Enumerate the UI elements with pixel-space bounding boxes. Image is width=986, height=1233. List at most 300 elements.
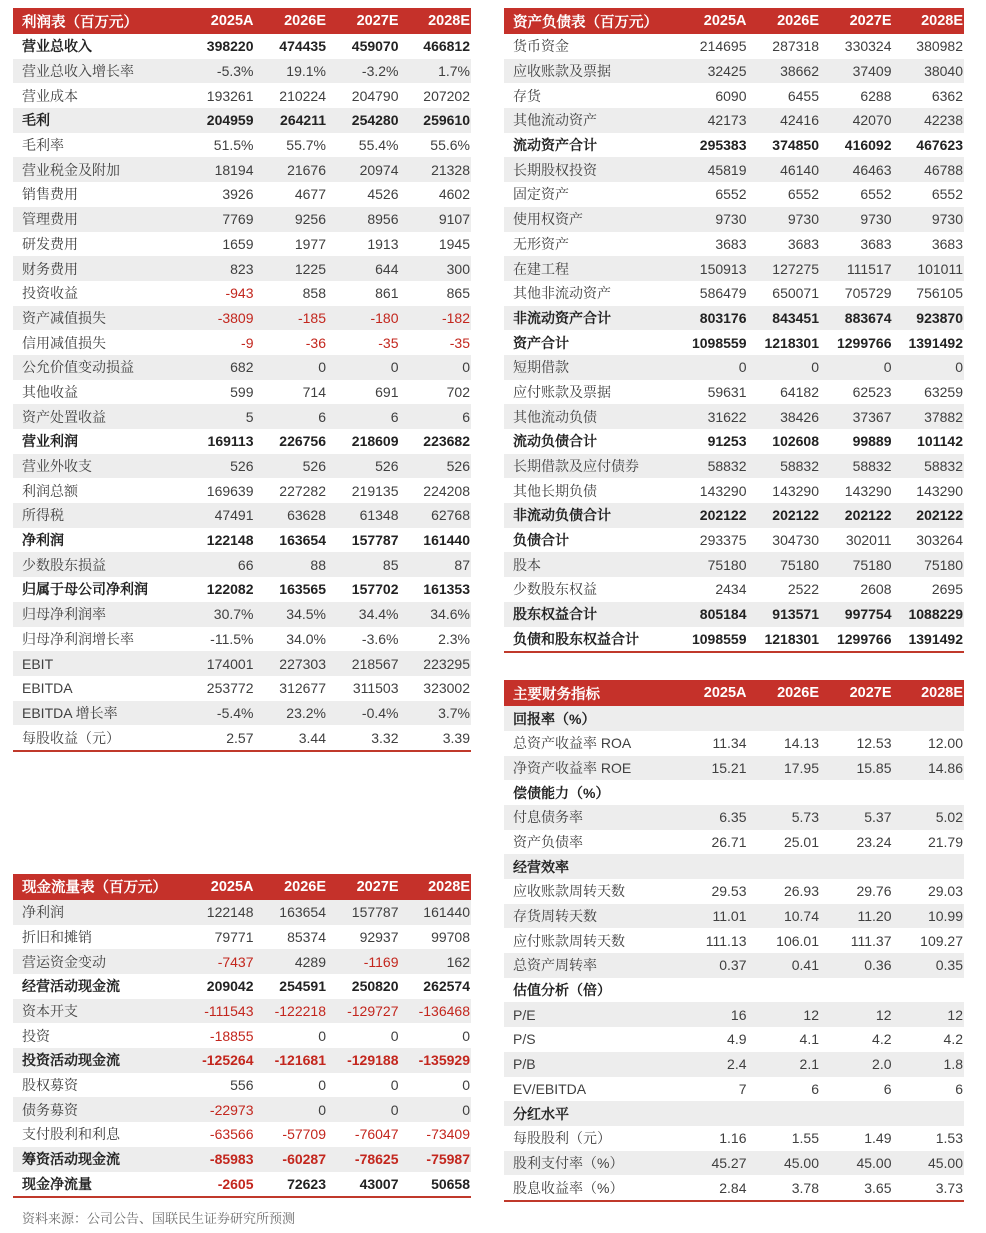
row-label: 营业总收入增长率 — [22, 63, 134, 80]
cell-value: 162 — [446, 953, 470, 970]
table-row — [504, 157, 964, 182]
table-row — [13, 59, 471, 84]
table-row — [504, 108, 964, 133]
cell-value: 9107 — [438, 211, 470, 228]
cell-value: 4289 — [294, 953, 326, 970]
cell-value: 3.73 — [935, 1179, 963, 1196]
cell-value: 31622 — [707, 408, 747, 425]
cell-value: -122218 — [274, 1003, 326, 1020]
row-label: 总资产收益率 ROA — [513, 735, 632, 752]
cell-value: 42238 — [924, 112, 963, 129]
cell-value: 122082 — [206, 581, 254, 598]
cell-value: 2695 — [931, 581, 963, 598]
cell-value: 997754 — [844, 606, 892, 623]
cell-value: 526 — [446, 458, 470, 475]
row-label: 付息债务率 — [513, 809, 583, 826]
table-row — [13, 306, 471, 331]
table-row — [13, 232, 471, 257]
table-row — [13, 404, 471, 429]
row-label: 现金净流量 — [22, 1175, 92, 1192]
cell-value: 75180 — [780, 556, 819, 573]
cell-value: 122148 — [206, 532, 254, 549]
cell-value: 45.00 — [927, 1154, 963, 1171]
table-row — [504, 1052, 964, 1077]
cell-value: 1218301 — [764, 334, 819, 351]
cell-value: 295383 — [699, 137, 747, 154]
table-row — [504, 503, 964, 528]
table-row — [504, 1175, 964, 1200]
cell-value: 157787 — [351, 532, 399, 549]
table-row — [504, 577, 964, 602]
row-label: EBITDA 增长率 — [22, 704, 118, 721]
cell-value: -36 — [305, 334, 326, 351]
cell-value: 6 — [390, 408, 399, 425]
cell-value: 6552 — [715, 186, 747, 203]
cell-value: 219135 — [351, 482, 399, 499]
cell-value: 111.13 — [705, 932, 747, 949]
cell-value: 459070 — [351, 38, 399, 55]
cell-value: 0.37 — [719, 957, 747, 974]
table-row — [13, 454, 471, 479]
row-label: 固定资产 — [513, 186, 569, 203]
cell-value: 23.24 — [856, 833, 892, 850]
table-row — [504, 281, 964, 306]
table-header — [13, 874, 471, 900]
cell-value: 42070 — [852, 112, 892, 129]
table-row — [13, 725, 471, 750]
row-label: 营业利润 — [22, 433, 78, 450]
row-label: 资产负债率 — [513, 833, 583, 850]
cell-value: 223295 — [423, 655, 470, 672]
cell-value: -57709 — [282, 1126, 326, 1143]
cell-value: 1391492 — [908, 630, 963, 647]
row-label: 存货 — [513, 87, 541, 104]
cell-value: 4602 — [438, 186, 470, 203]
cell-value: -63566 — [209, 1126, 254, 1143]
row-label: 货币资金 — [513, 38, 569, 55]
cell-value: -182 — [441, 309, 470, 326]
cell-value: 45.00 — [783, 1154, 819, 1171]
row-label: 存货周转天数 — [513, 908, 597, 925]
row-label: 其他非流动资产 — [513, 285, 611, 302]
cell-value: 312677 — [279, 680, 326, 697]
table-row — [13, 925, 471, 950]
cell-value: -0.4% — [361, 704, 399, 721]
cell-value: 1.49 — [864, 1130, 892, 1147]
cell-value: 9730 — [860, 211, 892, 228]
cell-value: 250820 — [351, 978, 399, 995]
cell-value: 9730 — [931, 211, 963, 228]
row-label: 其他长期负债 — [513, 482, 597, 499]
cell-value: 106.01 — [776, 932, 819, 949]
row-label: EBIT — [22, 655, 54, 672]
table-row — [504, 1027, 964, 1052]
cell-value: 23.2% — [286, 704, 326, 721]
cell-value: 2.4 — [727, 1056, 747, 1073]
table-row — [504, 627, 964, 652]
cell-value: 6 — [811, 1080, 819, 1097]
cell-value: 91253 — [707, 433, 747, 450]
cell-value: 474435 — [279, 38, 326, 55]
table-row — [13, 281, 471, 306]
column-header: 2026E — [777, 13, 819, 29]
cell-value: 1225 — [294, 260, 326, 277]
cell-value: -3809 — [217, 309, 254, 326]
table-row — [13, 1097, 471, 1122]
cell-value: 43007 — [359, 1175, 399, 1192]
cell-value: 62523 — [852, 383, 892, 400]
row-label: 股东权益合计 — [513, 606, 597, 623]
cell-value: 6552 — [860, 186, 892, 203]
table-title: 资产负债表（百万元） — [513, 14, 658, 31]
cell-value: 374850 — [772, 137, 819, 154]
table-row — [13, 651, 471, 676]
cell-value: 163565 — [279, 581, 326, 598]
cell-value: -135929 — [418, 1052, 470, 1069]
cell-value: -3.2% — [361, 63, 399, 80]
table-row — [13, 182, 471, 207]
cell-value: 293375 — [699, 532, 747, 549]
table-row — [504, 978, 964, 1003]
cell-value: 14.86 — [927, 759, 963, 776]
cell-value: 14.13 — [783, 735, 819, 752]
cell-value: 12 — [803, 1006, 819, 1023]
row-label: 每股收益（元） — [22, 729, 120, 746]
cell-value: -35 — [378, 334, 399, 351]
cell-value: 19.1% — [286, 63, 326, 80]
cell-value: 21328 — [431, 161, 470, 178]
row-label: 流动资产合计 — [513, 137, 597, 154]
column-header: 2028E — [428, 878, 470, 895]
table-row — [504, 756, 964, 781]
row-label: 支付股利和利息 — [22, 1126, 120, 1143]
cell-value: 823 — [230, 260, 254, 277]
table-row — [504, 232, 964, 257]
cell-value: 161440 — [423, 904, 470, 921]
row-label: 资产减值损失 — [22, 309, 106, 326]
row-label: 毛利率 — [22, 137, 64, 154]
cell-value: 227282 — [279, 482, 326, 499]
row-label: 归母净利润增长率 — [22, 630, 134, 647]
cell-value: 34.4% — [358, 606, 399, 623]
cell-value: 21676 — [287, 161, 326, 178]
table-row — [13, 1073, 471, 1098]
cell-value: 467623 — [916, 137, 963, 154]
cell-value: -11.5% — [210, 630, 254, 647]
row-label: 非流动资产合计 — [513, 309, 611, 326]
cell-value: 204959 — [206, 112, 254, 129]
cell-value: -185 — [297, 309, 326, 326]
table-row — [504, 854, 964, 879]
cell-value: 586479 — [699, 285, 747, 302]
cell-value: 16 — [730, 1006, 747, 1023]
cell-value: 207202 — [423, 87, 470, 104]
cell-value: 58832 — [780, 458, 819, 475]
cell-value: 29.03 — [927, 883, 963, 900]
table-row — [504, 780, 964, 805]
cell-value: 63259 — [924, 383, 963, 400]
cell-value: 45.27 — [711, 1154, 747, 1171]
row-label: 所得税 — [22, 507, 64, 524]
cell-value: 3.44 — [298, 729, 326, 746]
cell-value: 0 — [883, 359, 892, 376]
table-row — [504, 1101, 964, 1126]
cell-value: 109.27 — [920, 932, 963, 949]
row-label: EBITDA — [22, 680, 73, 697]
cell-value: 5.37 — [864, 809, 892, 826]
table-row — [13, 380, 471, 405]
cell-value: 202122 — [916, 507, 963, 524]
row-label: 投资活动现金流 — [22, 1052, 120, 1069]
table-row — [504, 380, 964, 405]
cell-value: 380982 — [916, 38, 963, 55]
cell-value: 323002 — [423, 680, 470, 697]
table-row — [13, 330, 471, 355]
cell-value: 714 — [302, 383, 326, 400]
cell-value: -125264 — [202, 1052, 254, 1069]
cell-value: 1299766 — [836, 630, 892, 647]
cell-value: 7769 — [222, 211, 254, 228]
table-title: 主要财务指标 — [513, 686, 600, 703]
cell-value: 45.00 — [856, 1154, 892, 1171]
cell-value: 210224 — [279, 87, 326, 104]
cell-value: 0 — [390, 359, 399, 376]
cell-value: 58832 — [924, 458, 963, 475]
row-label: 少数股东损益 — [22, 556, 106, 573]
cell-value: 254280 — [351, 112, 399, 129]
row-label: 经营活动现金流 — [22, 978, 120, 995]
row-label: 股本 — [513, 556, 541, 573]
cell-value: 3683 — [715, 235, 747, 252]
cell-value: 6552 — [931, 186, 963, 203]
left-column — [13, 8, 471, 1227]
cell-value: 311503 — [352, 680, 399, 697]
row-label: 少数股东权益 — [513, 581, 597, 598]
cell-value: 55.6% — [430, 137, 470, 154]
cell-value: 4.2 — [872, 1031, 892, 1048]
cell-value: -9 — [241, 334, 254, 351]
row-label: 负债合计 — [513, 532, 569, 549]
table-row — [13, 676, 471, 701]
cell-value: 25.01 — [783, 833, 819, 850]
row-label: 营业税金及附加 — [22, 161, 120, 178]
cell-value: 32425 — [707, 63, 747, 80]
table-row — [504, 552, 964, 577]
cell-value: 4.2 — [943, 1031, 963, 1048]
cell-value: 226756 — [279, 433, 326, 450]
table-bottom-rule — [504, 1200, 964, 1202]
row-label: 毛利 — [22, 112, 50, 129]
row-label: 长期借款及应付债券 — [513, 458, 639, 475]
cell-value: -180 — [370, 309, 399, 326]
column-header: 2027E — [356, 13, 399, 29]
cell-value: 0 — [318, 359, 326, 376]
cell-value: 0 — [462, 1101, 470, 1118]
cell-value: 209042 — [206, 978, 254, 995]
cell-value: 0 — [318, 1027, 326, 1044]
table-header — [13, 8, 471, 34]
cell-value: 3.65 — [864, 1179, 892, 1196]
cell-value: 0 — [462, 1027, 470, 1044]
row-label: 无形资产 — [513, 235, 569, 252]
cell-value: 1.53 — [935, 1130, 963, 1147]
table-row — [504, 879, 964, 904]
cell-value: -76047 — [354, 1126, 399, 1143]
table-row — [504, 1126, 964, 1151]
cell-value: 3683 — [860, 235, 892, 252]
cell-value: 17.95 — [783, 759, 819, 776]
cell-value: -129727 — [347, 1003, 399, 1020]
table-row — [504, 256, 964, 281]
cell-value: 330324 — [844, 38, 892, 55]
table-row — [504, 83, 964, 108]
cell-value: 47491 — [214, 507, 254, 524]
cell-value: 466812 — [423, 38, 470, 55]
cell-value: 0 — [318, 1077, 326, 1094]
cell-value: 254591 — [279, 978, 326, 995]
cell-value: 6362 — [931, 87, 963, 104]
cell-value: 161353 — [423, 581, 470, 598]
cell-value: 2522 — [787, 581, 819, 598]
cell-value: 85374 — [287, 928, 326, 945]
row-label: 经营效率 — [513, 858, 569, 875]
cell-value: 304730 — [772, 532, 819, 549]
cell-value: 9730 — [715, 211, 747, 228]
cell-value: 26.71 — [711, 833, 747, 850]
cell-value: 2434 — [715, 581, 747, 598]
cell-value: -5.4% — [216, 704, 254, 721]
table-row — [504, 133, 964, 158]
cell-value: 526 — [230, 458, 254, 475]
cell-value: 59631 — [707, 383, 747, 400]
cell-value: 1.16 — [719, 1130, 747, 1147]
table-row — [504, 478, 964, 503]
table-row — [504, 355, 964, 380]
table-row — [13, 1147, 471, 1172]
cell-value: 51.5% — [213, 137, 254, 154]
row-label: 资产处置收益 — [22, 408, 106, 425]
cell-value: 79771 — [214, 928, 254, 945]
cell-value: 2.3% — [438, 630, 470, 647]
cell-value: 599 — [230, 383, 254, 400]
column-header: 2027E — [356, 878, 399, 895]
table-row — [13, 503, 471, 528]
row-label: P/S — [513, 1031, 536, 1048]
row-label: 使用权资产 — [513, 211, 583, 228]
cell-value: 5.73 — [791, 809, 819, 826]
table-header — [504, 680, 964, 706]
cell-value: 75180 — [852, 556, 892, 573]
table-row — [504, 207, 964, 232]
cell-value: 6455 — [787, 87, 819, 104]
cell-value: 1098559 — [691, 630, 747, 647]
cell-value: 75180 — [924, 556, 963, 573]
cell-value: 157787 — [351, 904, 399, 921]
cell-value: 62768 — [431, 507, 470, 524]
cell-value: 204790 — [351, 87, 399, 104]
cell-value: 923870 — [916, 309, 963, 326]
row-label: 归属于母公司净利润 — [22, 581, 148, 598]
column-header: 2026E — [284, 13, 326, 29]
cell-value: 0 — [318, 1101, 326, 1118]
cell-value: 3.7% — [438, 704, 470, 721]
row-label: 流动负债合计 — [513, 433, 597, 450]
cell-value: 92937 — [359, 928, 399, 945]
table-row — [13, 577, 471, 602]
cell-value: 20974 — [359, 161, 399, 178]
cell-value: -943 — [225, 285, 254, 302]
cell-value: 55.7% — [286, 137, 326, 154]
row-label: 净利润 — [22, 532, 64, 549]
row-label: 公允价值变动损益 — [22, 359, 134, 376]
cell-value: 682 — [230, 359, 254, 376]
column-header: 2027E — [849, 13, 892, 29]
cell-value: 858 — [302, 285, 326, 302]
row-label: 营业成本 — [22, 87, 78, 104]
balance-sheet-table — [504, 8, 964, 653]
table-row — [13, 133, 471, 158]
table-row — [13, 552, 471, 577]
cell-value: 193261 — [206, 87, 254, 104]
table-row — [13, 34, 471, 59]
cell-value: 5 — [245, 408, 254, 425]
table-row — [504, 59, 964, 84]
cell-value: 38662 — [780, 63, 819, 80]
table-row — [13, 949, 471, 974]
table-row — [13, 429, 471, 454]
table-row — [504, 805, 964, 830]
cell-value: 37882 — [924, 408, 963, 425]
row-label: 短期借款 — [513, 359, 569, 376]
cell-value: 262574 — [423, 978, 470, 995]
cell-value: 224208 — [423, 482, 470, 499]
column-header: 2027E — [849, 685, 892, 702]
table-row — [504, 953, 964, 978]
cell-value: 1391492 — [908, 334, 963, 351]
column-header: 2028E — [921, 685, 963, 702]
cell-value: 253772 — [206, 680, 254, 697]
cell-value: -73409 — [426, 1126, 470, 1143]
cell-value: -1169 — [363, 953, 399, 970]
cell-value: 1659 — [222, 235, 254, 252]
cell-value: 66 — [237, 556, 254, 573]
row-label: 股息收益率（%） — [513, 1179, 624, 1196]
cell-value: 11.01 — [712, 908, 747, 925]
cell-value: 1977 — [294, 235, 326, 252]
row-label: 非流动负债合计 — [513, 507, 611, 524]
cell-value: 202122 — [772, 507, 819, 524]
cell-value: 34.5% — [286, 606, 326, 623]
row-label: 投资 — [22, 1027, 50, 1044]
row-label: 营运资金变动 — [22, 953, 106, 970]
table-row — [504, 330, 964, 355]
cell-value: 58832 — [707, 458, 747, 475]
cell-value: 214695 — [699, 38, 747, 55]
cell-value: 85 — [382, 556, 399, 573]
table-row — [504, 1151, 964, 1176]
cell-value: 163654 — [279, 532, 326, 549]
cell-value: 29.53 — [711, 883, 747, 900]
cell-value: 883674 — [844, 309, 892, 326]
cell-value: -121681 — [274, 1052, 326, 1069]
cell-value: 4526 — [367, 186, 399, 203]
cell-value: 42173 — [707, 112, 747, 129]
column-header: 2025A — [210, 13, 254, 29]
cell-value: -3.6% — [361, 630, 399, 647]
column-header: 2025A — [703, 13, 747, 29]
row-label: 净资产收益率 ROE — [513, 759, 632, 776]
cell-value: 218567 — [351, 655, 399, 672]
